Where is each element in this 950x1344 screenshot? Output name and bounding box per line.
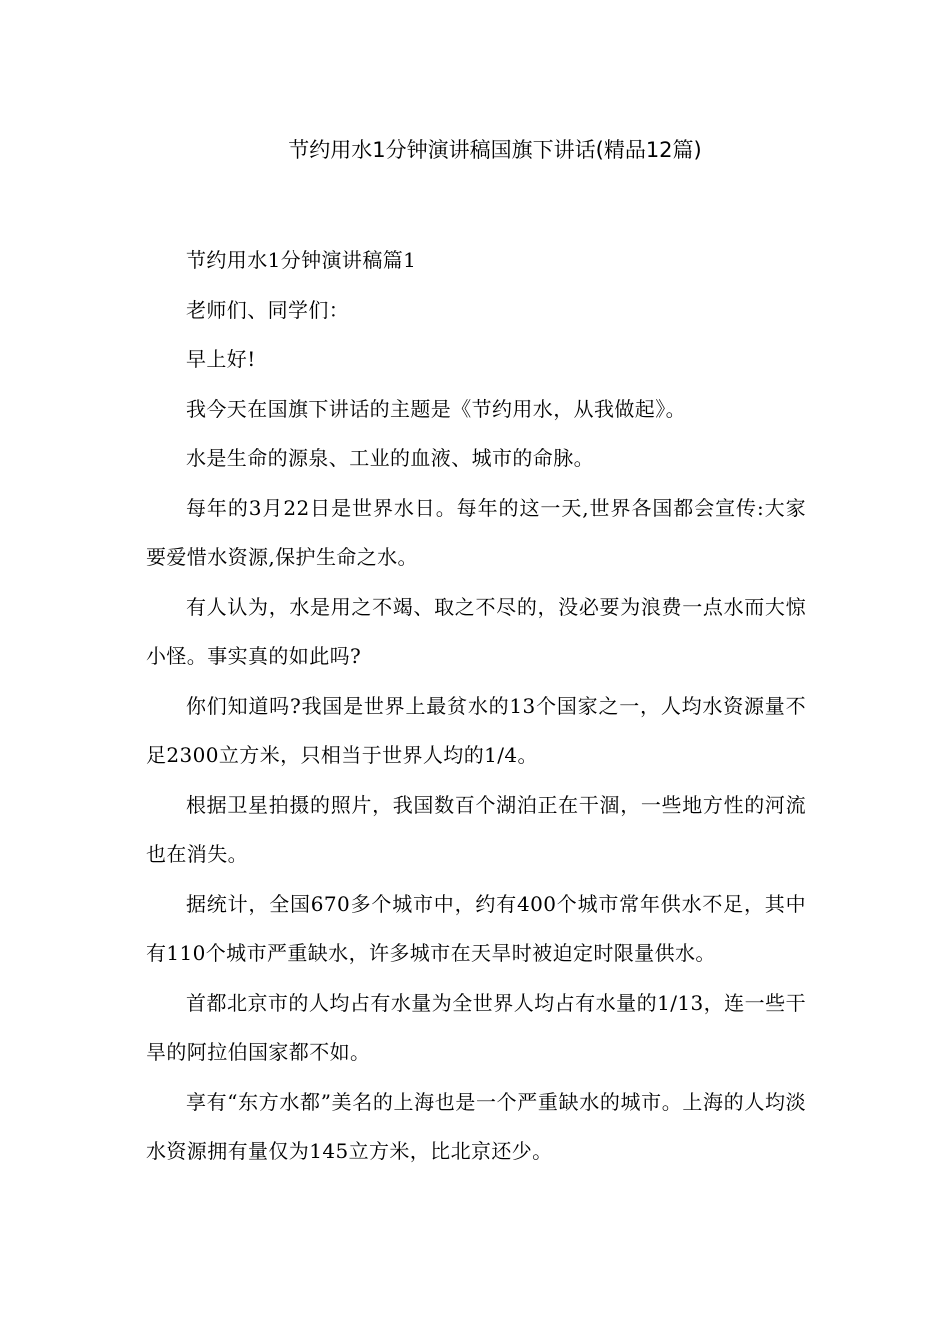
document-body [146,236,806,1177]
paragraph-heading: 节约用水1分钟演讲稿篇1 [186,248,417,272]
paragraph-salutation: 老师们、同学们： [186,297,350,322]
paragraph: 我今天在国旗下讲话的主题是《节约用水，从我做起》。 [186,396,686,421]
paragraph-greeting: 早上好! [186,347,256,371]
paragraph: 有人认为，水是用之不竭、取之不尽的，没必要为浪费一点水而大惊小怪。事实真的如此吗? [146,594,806,668]
paragraph: 根据卫星拍摄的照片，我国数百个湖泊正在干涸，一些地方性的河流也在消失。 [146,792,806,866]
paragraph: 水是生命的源泉、工业的血液、城市的命脉。 [186,446,594,470]
paragraph: 每年的3月22日是世界水日。每年的这一天,世界各国都会宣传:大家要爱惜水资源,保护生命之水。 [146,495,806,569]
paragraph: 享有“东方水都”美名的上海也是一个严重缺水的城市。上海的人均淡水资源拥有量仅为145立方米，比北京还少。 [146,1089,806,1163]
paragraph: 你们知道吗?我国是世界上最贫水的13个国家之一，人均水资源量不足2300立方米，只相当于世界人均的1/4。 [146,693,806,767]
document-title: 节约用水1分钟演讲稿国旗下讲话(精品12篇) [288,138,702,162]
paragraph: 据统计，全国670多个城市中，约有400个城市常年供水不足，其中有110个城市严重缺水，许多城市在天旱时被迫定时限量供水。 [146,891,806,965]
paragraph: 首都北京市的人均占有水量为全世界人均占有水量的1/13，连一些干旱的阿拉伯国家都不如。 [146,990,806,1064]
